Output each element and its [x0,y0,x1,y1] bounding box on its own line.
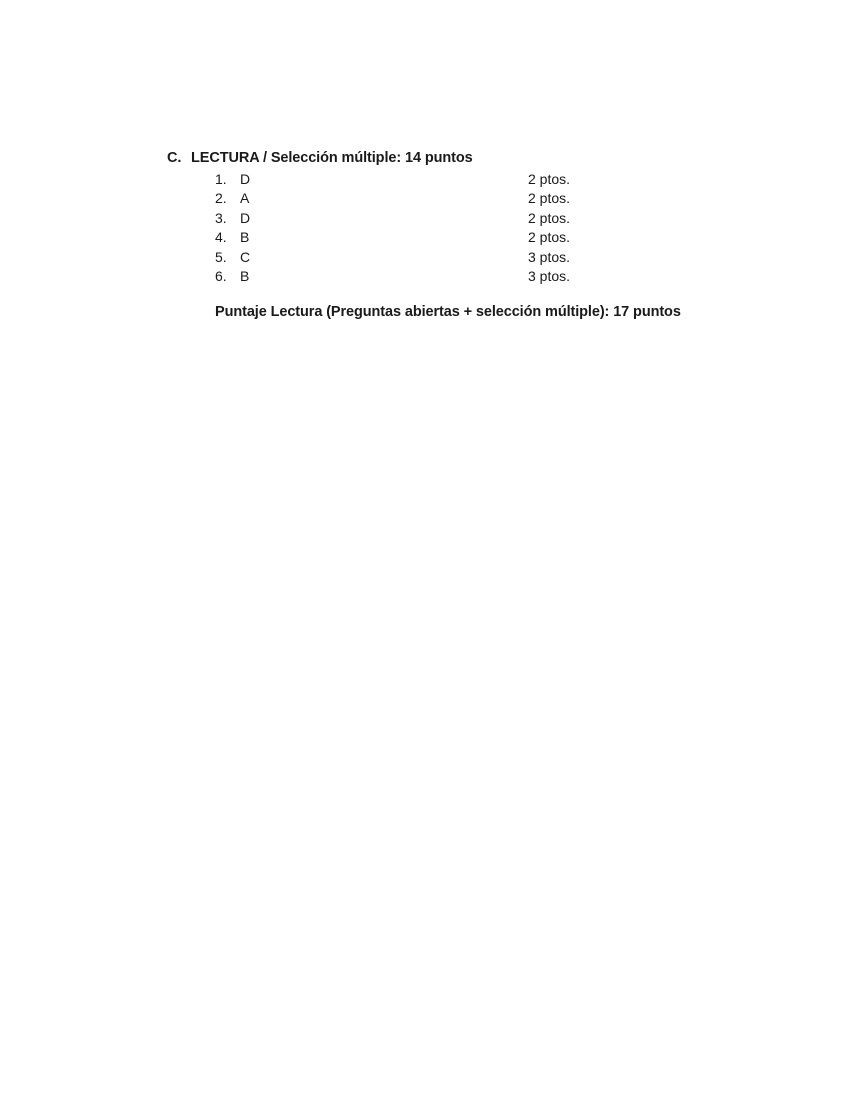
answer-points: 2 ptos. [528,229,571,246]
answer-row [215,189,615,208]
answer-key-list [215,170,615,286]
answer-number: 1. [215,171,227,187]
section-heading [167,150,473,166]
answer-row [215,209,615,228]
answer-number: 2. [215,190,227,207]
answer-letter: D [240,171,251,187]
answer-letter: A [240,190,250,207]
section-title: LECTURA / Selección múltiple: 14 puntos [191,150,473,166]
answer-number: 6. [215,267,227,284]
answer-row [215,267,615,286]
answer-row [215,228,615,247]
answer-letter: B [240,229,250,246]
answer-points: 2 ptos. [528,209,571,226]
answer-number: 3. [215,209,227,226]
answer-row [215,170,615,189]
answer-number: 5. [215,248,227,265]
answer-letter: B [240,267,250,284]
answer-letter: C [240,248,251,265]
section-letter: C. [167,150,182,166]
answer-points: 2 ptos. [528,190,571,207]
answer-number: 4. [215,229,227,246]
total-score: Puntaje Lectura (Preguntas abiertas + selección múltiple): 17 puntos [215,304,681,320]
answer-points: 3 ptos. [528,267,571,284]
answer-points: 2 ptos. [528,171,571,187]
answer-letter: D [240,209,251,226]
answer-points: 3 ptos. [528,248,571,265]
answer-row [215,248,615,267]
